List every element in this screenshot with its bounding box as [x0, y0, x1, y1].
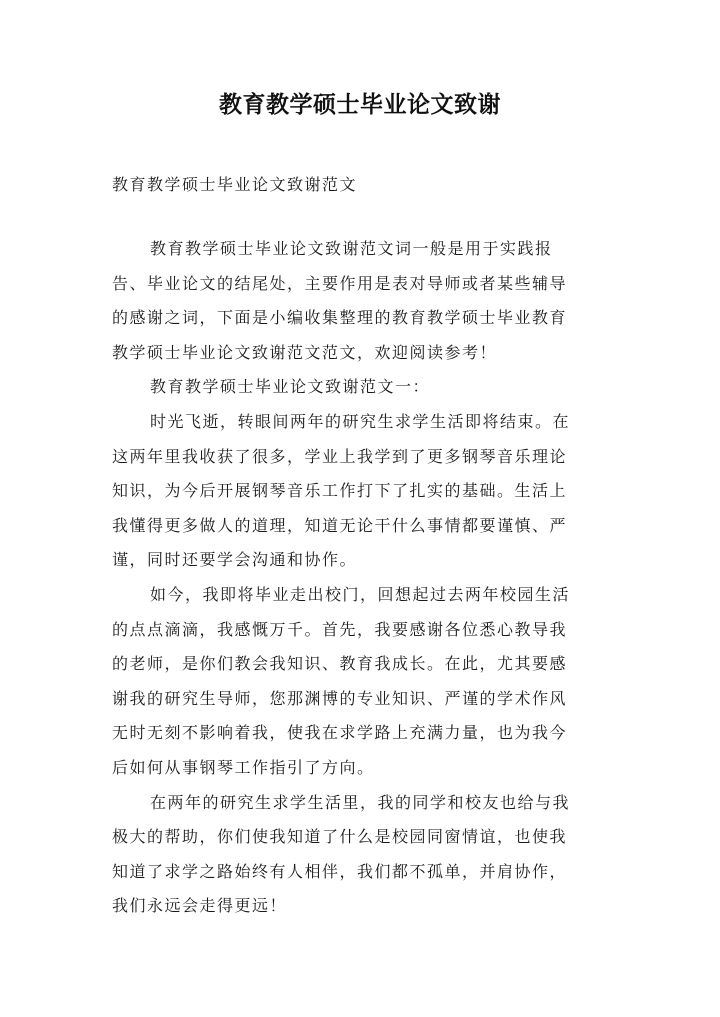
paragraph-line: 的感谢之词，下面是小编收集整理的教育教学硕士毕业教育: [112, 308, 568, 328]
paragraph-line: 的点点滴滴，我感慨万千。首先，我要感谢各位悉心教导我: [112, 619, 568, 639]
paragraph-heading-one: [112, 370, 612, 405]
paragraph-line: 如今，我即将毕业走出校门，回想起过去两年校园生活: [150, 584, 571, 604]
paragraph-line: 时光飞逝，转眼间两年的研究生求学生活即将结束。在: [150, 411, 571, 431]
paragraph-line: 后如何从事钢琴工作指引了方向。: [112, 757, 375, 777]
paragraph-line: 我懂得更多做人的道理，知道无论干什么事情都要谨慎、严: [112, 515, 568, 535]
paragraph-line: 我们永远会走得更远！: [112, 896, 288, 916]
paragraph-line: 谢我的研究生导师，您那渊博的专业知识、严谨的学术作风: [112, 688, 568, 708]
paragraph-line: 教育教学硕士毕业论文致谢范文词一般是用于实践报: [150, 239, 553, 258]
paragraph-line: 知道了求学之路始终有人相伴，我们都不孤单，并肩协作，: [112, 861, 568, 881]
paragraph-classmates: [112, 786, 612, 924]
paragraph-line: 谨，同时还要学会沟通和协作。: [112, 550, 358, 570]
document-title: 教育教学硕士毕业论文致谢: [219, 92, 501, 118]
document-subtitle: 教育教学硕士毕业论文致谢范文: [112, 175, 358, 194]
paragraph-line: 这两年里我收获了很多，学业上我学到了更多钢琴音乐理论: [112, 446, 568, 466]
paragraph-line: 知识，为今后开展钢琴音乐工作打下了扎实的基础。生活上: [112, 481, 568, 501]
paragraph-graduation: [112, 578, 612, 786]
paragraph-time: [112, 405, 612, 578]
paragraph-line: 教学硕士毕业论文致谢范文范文，欢迎阅读参考！: [112, 342, 498, 362]
document-body: [112, 232, 612, 924]
section-heading: 教育教学硕士毕业论文致谢范文一：: [150, 377, 431, 397]
paragraph-line: 极大的帮助，你们使我知道了什么是校园同窗情谊，也使我: [112, 827, 568, 847]
paragraph-line: 的老师，是你们教会我知识、教育我成长。在此，尤其要感: [112, 654, 568, 674]
paragraph-intro: [112, 232, 612, 370]
paragraph-line: 在两年的研究生求学生活里，我的同学和校友也给与我: [150, 792, 571, 812]
paragraph-line: 告、毕业论文的结尾处，主要作用是表对导师或者某些辅导: [112, 273, 568, 293]
paragraph-line: 无时无刻不影响着我，使我在求学路上充满力量，也为我今: [112, 723, 568, 743]
